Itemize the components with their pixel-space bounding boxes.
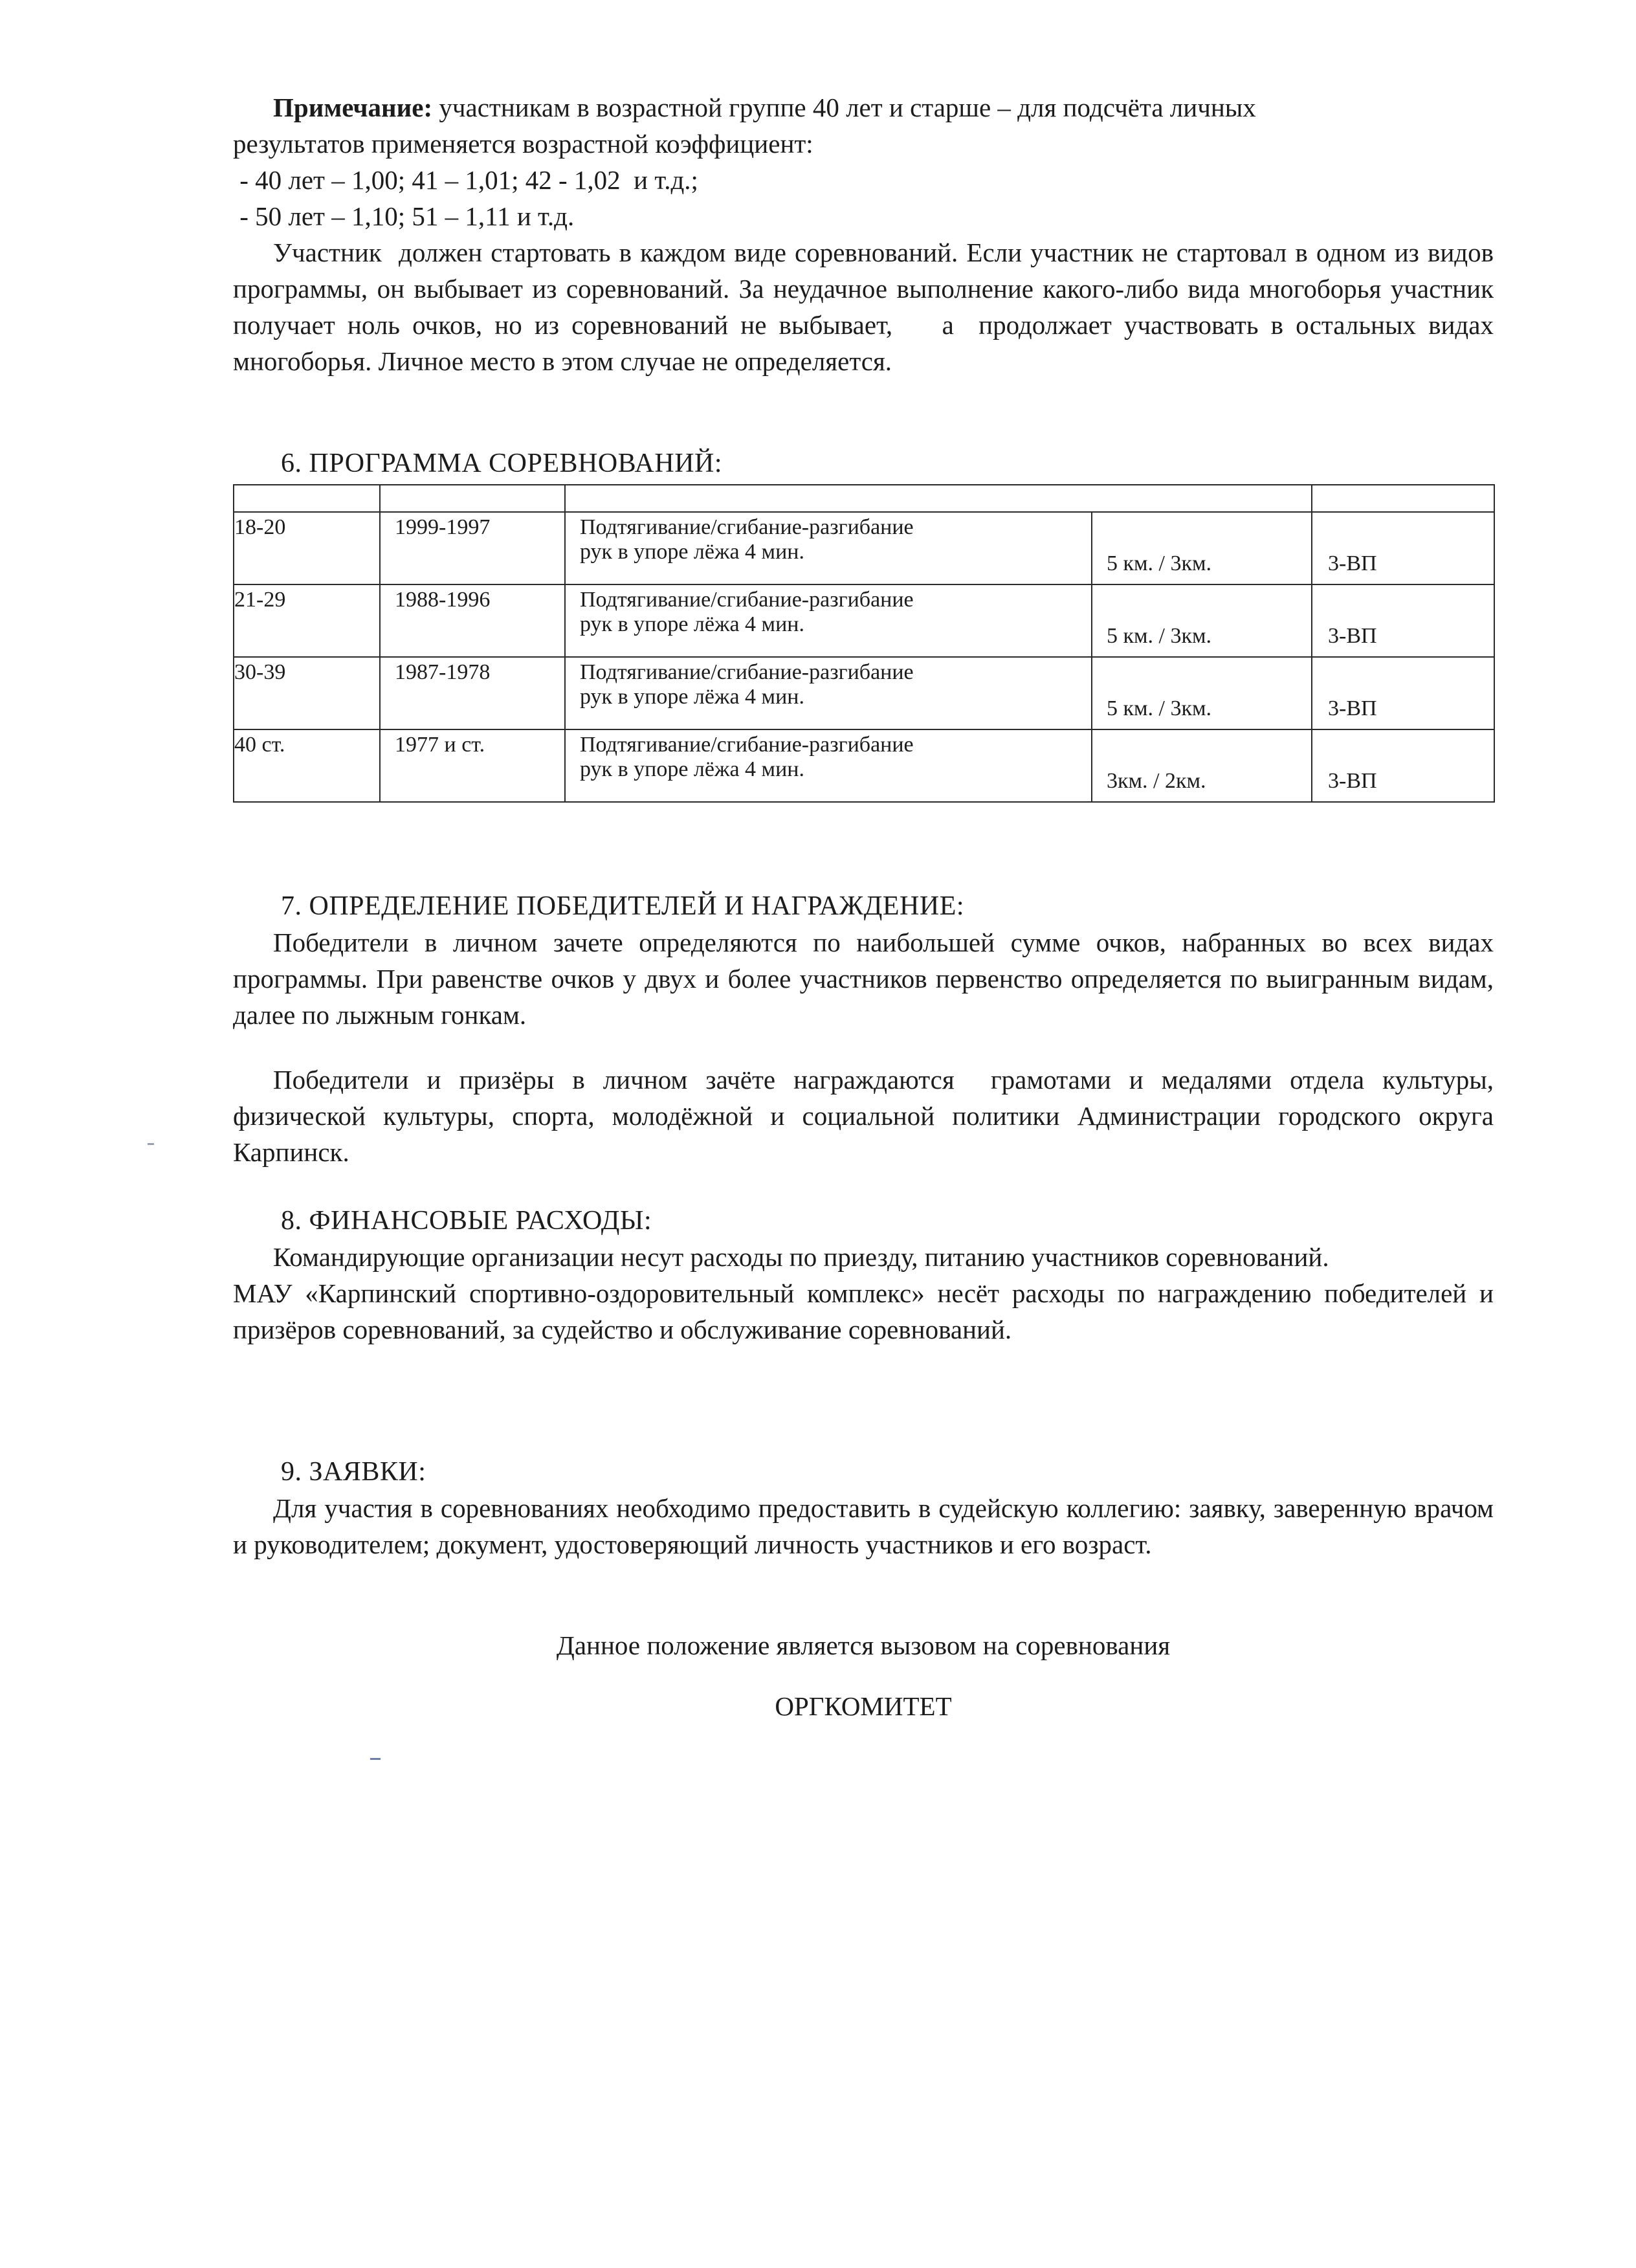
class-cell: 3-ВП: [1312, 729, 1494, 802]
note-block: [233, 89, 1501, 379]
section-8-heading: 8. ФИНАНСОВЫЕ РАСХОДЫ:: [281, 1206, 652, 1236]
distance-cell: 5 км. / 3км.: [1092, 512, 1312, 584]
event-line-1: Подтягивание/сгибание-разгибание: [580, 660, 914, 684]
section-7-heading: 7. ОПРЕДЕЛЕНИЕ ПОБЕДИТЕЛЕЙ И НАГРАЖДЕНИЕ:: [281, 891, 965, 921]
expenses-paragraph-2: МАУ «Карпинский спортивно-оздоровительный комплекс» несёт расходы по награждению победителей и призёров соревнований, за судейство и обслуживание соревнований.: [233, 1278, 1494, 1344]
event-line-2: рук в упоре лёжа 4 мин.: [580, 540, 804, 564]
table-header-row: [234, 485, 1494, 512]
distance-cell: 5 км. / 3км.: [1092, 584, 1312, 657]
event-cell: [565, 729, 1092, 802]
table-header-cell: [380, 485, 565, 512]
birth-years-cell: 1999-1997: [380, 512, 565, 584]
program-table: [233, 484, 1495, 803]
section-7-body: [233, 924, 1507, 1033]
section-7-awards: [233, 1062, 1501, 1170]
table-row: [234, 657, 1494, 729]
section-6-heading: 6. ПРОГРАММА СОРЕВНОВАНИЙ:: [281, 449, 723, 478]
table-header-cell: [1312, 485, 1494, 512]
closing-line: Данное положение является вызовом на соревнования: [556, 1630, 1171, 1660]
table-row: [234, 584, 1494, 657]
section-9-body: [233, 1490, 1494, 1562]
distance-cell: 3км. / 2км.: [1092, 729, 1312, 802]
event-cell: [565, 584, 1092, 657]
note-label: Примечание:: [273, 93, 433, 122]
event-line-2: рук в упоре лёжа 4 мин.: [580, 757, 804, 781]
event-line-1: Подтягивание/сгибание-разгибание: [580, 588, 914, 612]
class-cell: 3-ВП: [1312, 512, 1494, 584]
distance-cell: 5 км. / 3км.: [1092, 657, 1312, 729]
birth-years-cell: 1988-1996: [380, 584, 565, 657]
scan-mark: [370, 1758, 381, 1760]
class-cell: 3-ВП: [1312, 584, 1494, 657]
orgcommittee-signature: ОРГКОМИТЕТ: [775, 1691, 952, 1721]
participation-paragraph: Участник должен стартовать в каждом виде соревнований. Если участник не стартовал в одном из видов программы, он выбывает из соревнований. За неудачное выполнение какого-либо вида многоборья участник получает ноль очков, но из соревнований не выбывает, а продолжает участвовать в остальных видах многоборья. Личное место в этом случае не определяется.: [233, 238, 1501, 376]
class-cell: 3-ВП: [1312, 657, 1494, 729]
table-header-cell: [234, 485, 380, 512]
table-row: [234, 512, 1494, 584]
age-group-cell: 18-20: [234, 512, 380, 584]
section-8-body: [233, 1239, 1494, 1348]
section-9-heading: 9. ЗАЯВКИ:: [281, 1457, 426, 1487]
age-group-cell: 40 ст.: [234, 729, 380, 802]
table-header-cell: [565, 485, 1312, 512]
coefficient-line-50: - 50 лет – 1,10; 51 – 1,11 и т.д.: [233, 201, 575, 231]
event-cell: [565, 657, 1092, 729]
winners-paragraph: Победители в личном зачете определяются по наибольшей сумме очков, набранных во всех видах программы. При равенстве очков у двух и более участников первенство определяется по выигранным видам, далее по лыжным гонкам.: [233, 928, 1507, 1030]
event-cell: [565, 512, 1092, 584]
age-group-cell: 21-29: [234, 584, 380, 657]
event-line-2: рук в упоре лёжа 4 мин.: [580, 612, 804, 636]
event-line-1: Подтягивание/сгибание-разгибание: [580, 733, 914, 757]
scan-mark: [148, 1143, 154, 1145]
expenses-paragraph-1: Командирующие организации несут расходы по приезду, питанию участников соревнований.: [273, 1242, 1329, 1272]
awards-paragraph: Победители и призёры в личном зачёте награждаются грамотами и медалями отдела культуры, физической культуры, спорта, молодёжной и социальной политики Администрации городского округа Карпинск.: [233, 1065, 1501, 1167]
table-row: [234, 729, 1494, 802]
birth-years-cell: 1987-1978: [380, 657, 565, 729]
birth-years-cell: 1977 и ст.: [380, 729, 565, 802]
coefficient-line-40: - 40 лет – 1,00; 41 – 1,01; 42 - 1,02 и т.д.;: [233, 165, 698, 195]
event-line-2: рук в упоре лёжа 4 мин.: [580, 685, 804, 709]
age-group-cell: 30-39: [234, 657, 380, 729]
event-line-1: Подтягивание/сгибание-разгибание: [580, 515, 914, 539]
note-line-1: [233, 89, 1494, 126]
applications-paragraph: Для участия в соревнованиях необходимо предоставить в судейскую коллегию: заявку, заверенную врачом и руководителем; документ, удостоверяющий личность участников и его возраст.: [233, 1493, 1494, 1559]
note-line-2: результатов применяется возрастной коэффициент:: [233, 129, 813, 159]
note-line-1-text: участникам в возрастной группе 40 лет и старше – для подсчёта личных: [432, 93, 1256, 122]
